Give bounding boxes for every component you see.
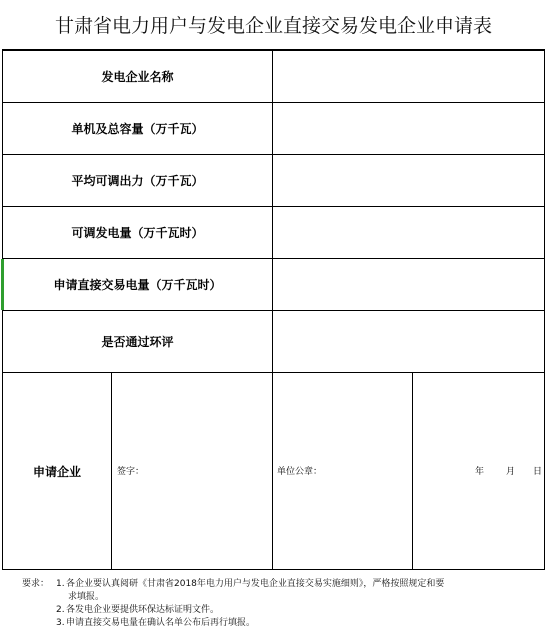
form-title: 甘肃省电力用户与发电企业直接交易发电企业申请表 [54, 15, 492, 37]
row-label: 发电企业名称 [3, 50, 273, 102]
table-row-company-name [3, 50, 544, 103]
notes-prefix: 要求： [22, 579, 50, 589]
note-text: 各企业要认真阅研《甘肃省2018年电力用户与发电企业直接交易实施细则》，严格按照规定和要 [66, 579, 445, 589]
row-label: 是否通过环评 [3, 311, 273, 372]
note-continuation: 求填报。 [68, 592, 105, 602]
seal-label: 单位公章： [277, 467, 323, 477]
capacity-cell[interactable] [273, 103, 544, 154]
table-row-eia [3, 311, 544, 373]
avg-output-cell[interactable] [273, 155, 544, 206]
requirements-notes [22, 578, 537, 630]
month-label: 月 [506, 467, 516, 477]
note-item [22, 604, 537, 617]
note-number: 2. [56, 605, 65, 615]
note-text: 申请直接交易电量在确认名单公布后再行填报。 [66, 618, 256, 628]
direct-trade-cell[interactable] [273, 259, 544, 310]
row-label: 单机及总容量（万千瓦） [3, 103, 273, 154]
company-name-cell[interactable] [273, 50, 544, 102]
row-label: 平均可调出力（万千瓦） [3, 155, 273, 206]
table-row-avg-output [3, 155, 544, 207]
signature-cell[interactable] [112, 373, 273, 570]
table-row-capacity [3, 103, 544, 155]
seal-cell[interactable] [273, 373, 413, 570]
note-number: 3. [56, 618, 65, 628]
note-text: 各发电企业要提供环保达标证明文件。 [66, 605, 220, 615]
note-item [22, 578, 537, 604]
row-label: 申请直接交易电量（万千瓦时） [3, 259, 273, 310]
table-row-adjustable-generation [3, 207, 544, 259]
date-cell[interactable] [413, 373, 544, 570]
application-table [2, 50, 545, 570]
row-label: 可调发电量（万千瓦时） [3, 207, 273, 258]
adjustable-generation-cell[interactable] [273, 207, 544, 258]
year-label: 年 [475, 467, 485, 477]
note-number: 1. [56, 579, 65, 589]
signature-label: 签字： [117, 467, 145, 477]
table-row-direct-trade [3, 259, 544, 311]
day-label: 日 [533, 467, 543, 477]
note-item [22, 617, 537, 630]
eia-cell[interactable] [273, 311, 544, 372]
applicant-label: 申请企业 [3, 373, 112, 570]
signature-row [3, 373, 544, 570]
